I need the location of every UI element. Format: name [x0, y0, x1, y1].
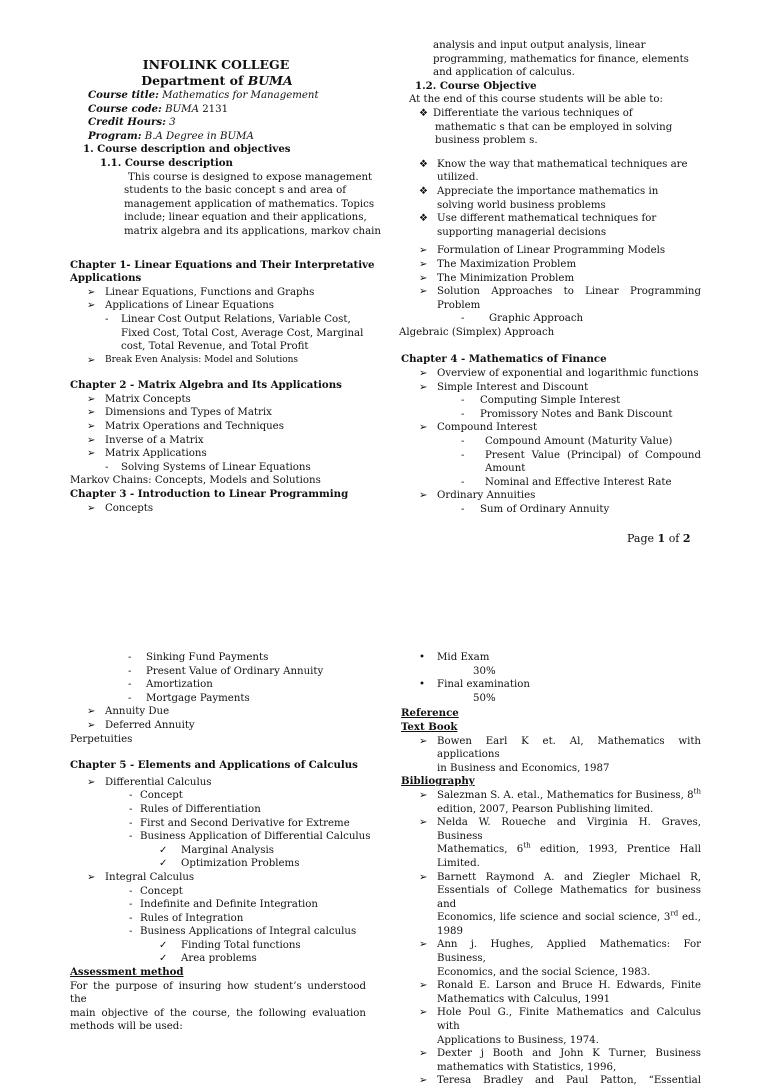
dash-bullet-icon: -	[461, 449, 465, 461]
annuity-sublist	[70, 651, 366, 705]
diamond-bullet-icon: ❖	[419, 213, 429, 225]
mid-exam-percent: 30%	[473, 665, 496, 677]
bullet-icon: •	[419, 679, 426, 691]
arrow-bullet-icon: ➢	[419, 490, 428, 502]
list-item: • Mid Exam	[419, 652, 490, 663]
list-item: ➢ Matrix Applications	[87, 448, 207, 460]
list-item: ➢ Salezman S. A. etal., Mathematics for Business, 8th edition, 2007, Pearson Publishing limited.	[419, 787, 701, 815]
list-item: - Concept	[129, 885, 183, 897]
check-icon: ✓	[159, 953, 168, 965]
list-item: ➢ Annuity Due	[87, 706, 170, 718]
arrow-bullet-icon: ➢	[419, 258, 428, 270]
list-item: ➢ Nelda W. Roueche and Virginia H. Graves, Business Mathematics, 6th edition, 1993, Prentice Hall Limited.	[419, 817, 701, 869]
arrow-bullet-icon: ➢	[419, 245, 428, 257]
course-code: Course code: BUMA 2131	[88, 102, 229, 115]
dash-bullet-icon: -	[461, 476, 465, 488]
list-item: - Present Value (Principal) of Compound Amount	[461, 449, 701, 475]
arrow-bullet-icon: ➢	[87, 393, 96, 405]
arrow-bullet-icon: ➢	[87, 354, 96, 366]
arrow-bullet-icon: ➢	[87, 871, 96, 883]
list-item: ➢ Matrix Operations and Techniques	[87, 421, 284, 433]
dash-bullet-icon: -	[461, 395, 465, 407]
arrow-bullet-icon: ➢	[419, 980, 428, 992]
list-item: ➢ Dimensions and Types of Matrix	[87, 407, 272, 419]
list-item: - Compound Amount (Maturity Value)	[461, 436, 673, 448]
course-description: This course is designed to expose management students to the basic concept s and area of management application of mathematics. Topics include; linear equation and their applications, matrix algebra and its applications, markov chain	[124, 171, 381, 237]
list-item: ✓ Marginal Analysis	[159, 844, 275, 856]
program: Program: B.A Degree in BUMA	[88, 129, 254, 142]
arrow-bullet-icon: ➢	[419, 789, 428, 801]
list-item: - Sinking Fund Payments	[128, 652, 269, 663]
arrow-bullet-icon: ➢	[419, 817, 428, 829]
list-item: - Business Applications of Integral calculus	[129, 926, 357, 938]
chapter-5-list	[70, 776, 371, 966]
assessment-heading: Assessment method	[70, 966, 184, 979]
diamond-bullet-icon: ❖	[419, 107, 429, 119]
list-item: ➢ Linear Equations, Functions and Graphs	[87, 286, 315, 298]
list-item: • Final examination	[419, 679, 530, 691]
arrow-bullet-icon: ➢	[419, 1007, 428, 1019]
dash-bullet-icon: -	[461, 504, 465, 515]
arrow-bullet-icon: ➢	[419, 272, 428, 284]
list-item: ✓ Finding Total functions	[159, 939, 301, 951]
list-item: ➢ Break Even Analysis: Model and Solutions	[87, 354, 299, 366]
list-item: ➢ Integral Calculus	[87, 871, 195, 883]
objectives-list	[401, 107, 701, 239]
arrow-bullet-icon: ➢	[87, 448, 96, 460]
objective-intro: At the end of this course students will be able to:	[409, 94, 663, 106]
list-item: ➢ Matrix Concepts	[87, 393, 191, 405]
list-item: ➢ Ann j. Hughes, Applied Mathematics: For Business, Economics, and the social Science, 1983.	[419, 939, 701, 978]
dash-bullet-icon: -	[105, 461, 109, 473]
arrow-bullet-icon: ➢	[87, 286, 96, 298]
list-item: - Promissory Notes and Bank Discount	[461, 408, 673, 420]
arrow-bullet-icon: ➢	[87, 719, 96, 731]
list-item: - Computing Simple Interest	[461, 395, 621, 407]
linear-programming-list	[401, 244, 701, 326]
exam-list	[401, 651, 701, 705]
description-continued: analysis and input output analysis, linear programming, mathematics for finance, elements and application of calculus.	[433, 40, 689, 79]
dash-bullet-icon: -	[129, 817, 133, 829]
arrow-bullet-icon: ➢	[87, 300, 96, 312]
page-number: Page 1 of 2	[627, 532, 691, 545]
list-item: - Graphic Approach	[461, 313, 584, 325]
list-item: - First and Second Derivative for Extreme	[129, 817, 350, 829]
list-item: - Rules of Integration	[129, 912, 244, 924]
dash-bullet-icon: -	[129, 831, 133, 843]
list-item: - Nominal and Effective Interest Rate	[461, 476, 672, 488]
list-item: - Sum of Ordinary Annuity	[461, 504, 610, 515]
arrow-bullet-icon: ➢	[419, 939, 428, 951]
simplex-approach-line: Algebraic (Simplex) Approach	[399, 326, 555, 338]
list-item: ✓ Area problems	[159, 953, 257, 965]
list-item: ➢ Solution Approaches to Linear Programming Problem	[419, 286, 701, 311]
final-exam-percent: 50%	[473, 692, 496, 704]
list-item: ➢ Dexter j Booth and John K Turner, Business mathematics with Statistics, 1996,	[419, 1048, 701, 1073]
list-item: ➢ Compound Interest	[419, 422, 538, 434]
check-icon: ✓	[159, 858, 168, 870]
dash-bullet-icon: -	[129, 803, 133, 815]
arrow-bullet-icon: ➢	[87, 434, 96, 446]
section-1-heading: 1. Course description and objectives	[83, 143, 291, 156]
reference-heading: Reference	[401, 707, 459, 720]
list-item: - Linear Cost Output Relations, Variable Cost, Fixed Cost, Total Cost, Average Cost, Marginal cost, Total Revenue, and Total Profit	[105, 313, 364, 353]
arrow-bullet-icon: ➢	[419, 368, 428, 380]
arrow-bullet-icon: ➢	[87, 776, 96, 788]
diamond-bullet-icon: ❖	[419, 158, 429, 170]
dash-bullet-icon: -	[461, 408, 465, 420]
dash-bullet-icon: -	[461, 313, 465, 325]
list-item: - Mortgage Payments	[128, 692, 250, 704]
markov-chains-line: Markov Chains: Concepts, Models and Solutions	[70, 475, 321, 487]
list-item: - Amortization	[128, 679, 213, 691]
dash-bullet-icon: -	[461, 436, 465, 448]
list-item: - Present Value of Ordinary Annuity	[128, 665, 324, 677]
dash-bullet-icon: -	[129, 885, 133, 897]
arrow-bullet-icon: ➢	[87, 421, 96, 433]
chapter-2-list	[70, 393, 366, 475]
dash-bullet-icon: -	[128, 692, 132, 704]
list-item: ➢ Simple Interest and Discount	[419, 381, 589, 393]
course-title: Course title: Mathematics for Management	[88, 89, 319, 101]
section-1-2-heading: 1.2. Course Objective	[415, 79, 537, 92]
arrow-bullet-icon: ➢	[87, 407, 96, 419]
list-item: ➢ Applications of Linear Equations	[87, 300, 275, 312]
list-item: - Rules of Differentiation	[129, 803, 261, 815]
list-item: ➢ Concepts	[87, 502, 154, 514]
list-item: ✓ Optimization Problems	[159, 858, 300, 870]
list-item: - Solving Systems of Linear Equations	[105, 461, 311, 473]
list-item: ➢ Inverse of a Matrix	[87, 434, 204, 446]
arrow-bullet-icon: ➢	[87, 706, 96, 718]
list-item: ➢ Deferred Annuity	[87, 719, 195, 731]
dash-bullet-icon: -	[129, 899, 133, 911]
dash-bullet-icon: -	[128, 652, 132, 663]
list-item: ➢ Ordinary Annuities	[419, 490, 536, 502]
dash-bullet-icon: -	[129, 790, 133, 802]
list-item: ➢ Hole Poul G., Finite Mathematics and Calculus with Applications to Business, 1974.	[419, 1007, 701, 1046]
list-item: ❖ Differentiate the various techniques of mathematic s that can be employed in solving business problem s.	[419, 107, 673, 147]
page2-right-column	[401, 651, 701, 1088]
list-item: ➢ The Maximization Problem	[419, 258, 577, 270]
department-name: BUMA	[247, 73, 293, 88]
list-item: ❖ Know the way that mathematical techniques are utilized.	[419, 158, 688, 184]
dash-bullet-icon: -	[105, 313, 109, 325]
arrow-bullet-icon: ➢	[419, 1075, 428, 1087]
arrow-bullet-icon: ➢	[419, 735, 428, 747]
list-item: ➢ Formulation of Linear Programming Models	[419, 245, 666, 257]
dash-bullet-icon: -	[128, 665, 132, 677]
chapter-3-title: Chapter 3 - Introduction to Linear Programming	[70, 488, 349, 501]
bibliography-list	[401, 789, 701, 1088]
chapter-1-title: Chapter 1- Linear Equations and Their Interpretative Applications	[70, 258, 375, 285]
bibliography-heading: Bibliography	[401, 775, 475, 788]
arrow-bullet-icon: ➢	[87, 502, 96, 514]
list-item: ❖ Use different mathematical techniques for supporting managerial decisions	[419, 213, 657, 238]
dash-bullet-icon: -	[128, 679, 132, 691]
check-icon: ✓	[159, 939, 168, 951]
list-item: ➢ Teresa Bradley and Paul Patton, “Essential	[419, 1075, 701, 1087]
text-book-heading: Text Book	[401, 720, 458, 733]
chapter-1-list	[70, 286, 366, 368]
chapter-4-title: Chapter 4 - Mathematics of Finance	[401, 353, 607, 366]
chapter-2-title: Chapter 2 - Matrix Algebra and Its Applications	[70, 379, 342, 392]
section-1-1-heading: 1.1. Course description	[100, 156, 233, 169]
page1-right-column	[401, 39, 701, 517]
arrow-bullet-icon: ➢	[419, 871, 428, 883]
diamond-bullet-icon: ❖	[419, 185, 429, 197]
department-line: Department of BUMA	[141, 73, 293, 88]
dash-bullet-icon: -	[129, 912, 133, 924]
list-item: ➢ Ronald E. Larson and Bruce H. Edwards, Finite Mathematics with Calculus, 1991	[419, 980, 701, 1005]
college-name: INFOLINK COLLEGE	[142, 57, 290, 72]
arrow-bullet-icon: ➢	[419, 422, 428, 434]
list-item: - Business Application of Differential Calculus	[129, 831, 371, 843]
list-item: ➢ Bowen Earl K et. Al, Mathematics with applications in Business and Economics, 1987	[419, 735, 701, 774]
arrow-bullet-icon: ➢	[419, 286, 428, 298]
bullet-icon: •	[419, 652, 426, 663]
credit-hours: Credit Hours: 3	[88, 116, 176, 129]
page1-left-column	[70, 57, 381, 515]
arrow-bullet-icon: ➢	[419, 381, 428, 393]
assessment-text: For the purpose of insuring how student’s understood the main objective of the course, the following evaluation methods will be used:	[70, 980, 366, 1033]
list-item: ➢ Barnett Raymond A. and Ziegler Michael R, Essentials of College Mathematics for business and Economics, life science and social science, 3rd ed., 1989	[419, 871, 702, 937]
perpetuities-line: Perpetuities	[70, 733, 133, 745]
list-item: - Indefinite and Definite Integration	[129, 899, 318, 911]
dash-bullet-icon: -	[129, 926, 133, 938]
chapter-5-title: Chapter 5 - Elements and Applications of Calculus	[70, 759, 358, 772]
list-item: - Concept	[129, 790, 183, 802]
chapter-4-list	[401, 367, 701, 517]
list-item: ➢ Differential Calculus	[87, 776, 212, 788]
page2-left-column	[70, 651, 371, 1034]
list-item: ➢ Overview of exponential and logarithmic functions	[419, 368, 699, 380]
check-icon: ✓	[159, 844, 168, 856]
arrow-bullet-icon: ➢	[419, 1048, 428, 1060]
list-item: ➢ The Minimization Problem	[419, 272, 575, 284]
list-item: ❖ Appreciate the importance mathematics in solving world business problems	[419, 185, 659, 211]
